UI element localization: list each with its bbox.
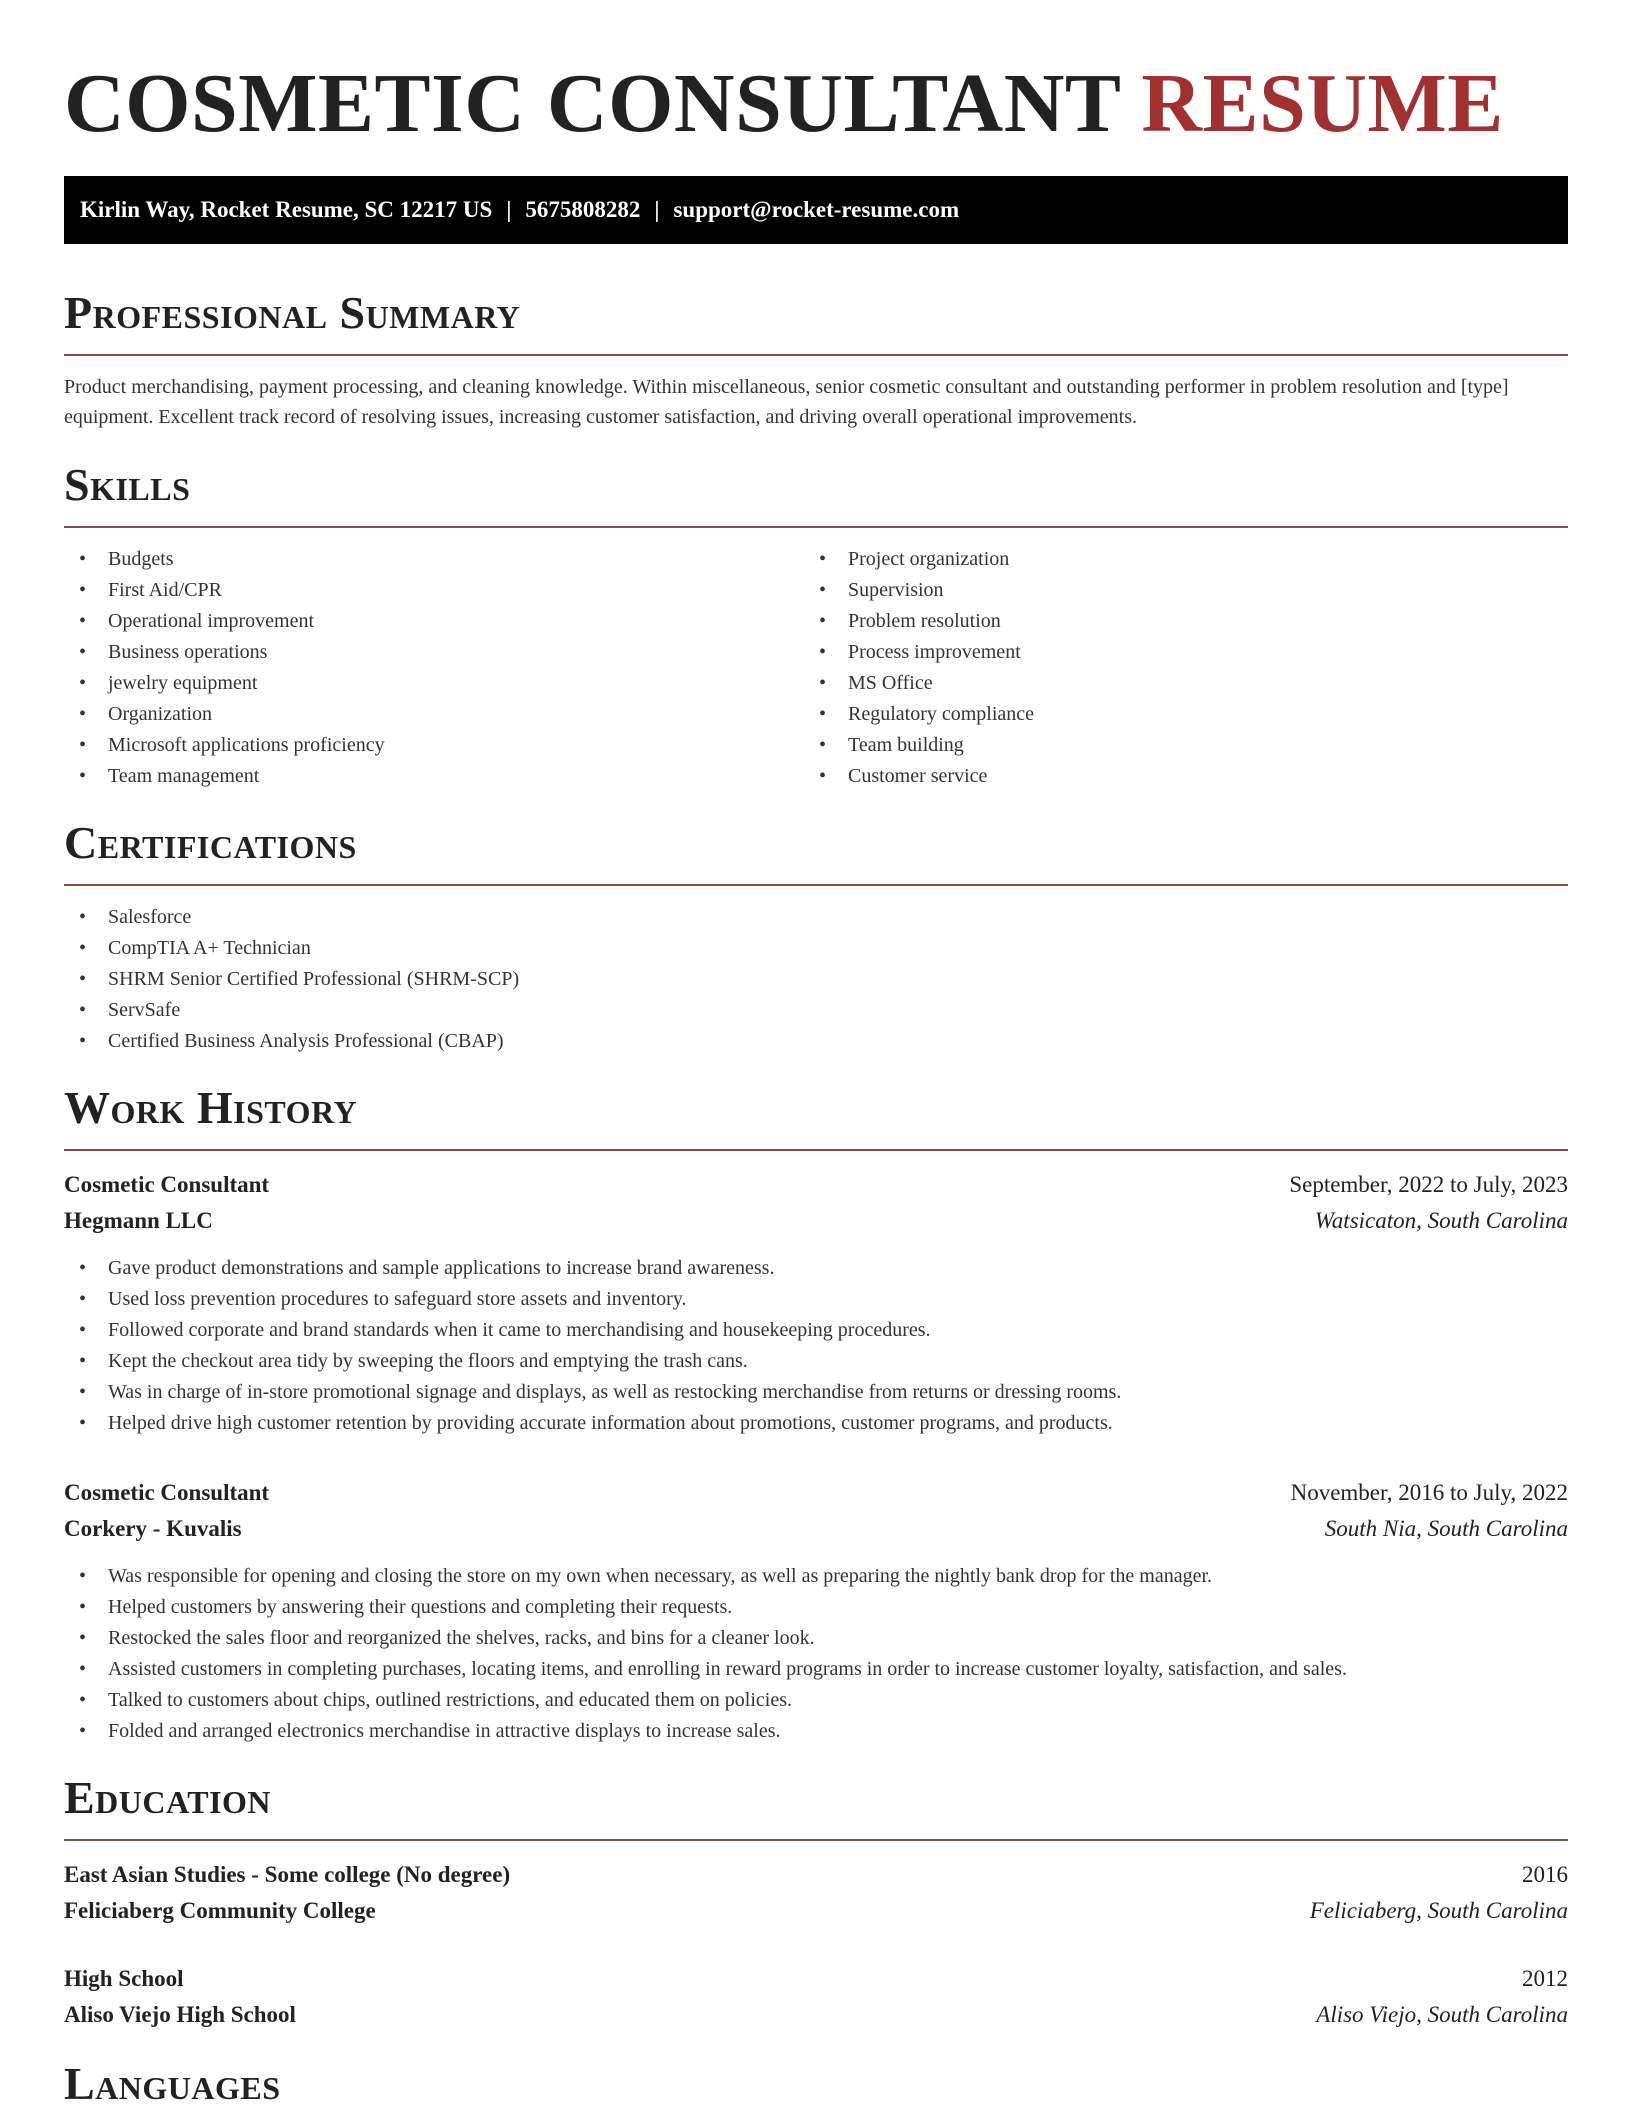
- languages-heading: Languages: [64, 2058, 281, 2109]
- job-duty: • Was responsible for opening and closing the store on my own when necessary, as well as preparing the nightly bank drop for the manager.: [64, 1561, 1568, 1592]
- skill-item: • Operational improvement: [64, 606, 804, 637]
- section-divider: [64, 354, 1568, 356]
- job-entry: [64, 1167, 1568, 1439]
- skill-item: • MS Office: [804, 668, 1544, 699]
- education-year: 2016: [1522, 1862, 1568, 1887]
- job-title: Cosmetic Consultant: [64, 1480, 270, 1505]
- job-duties-list: [64, 1561, 1568, 1747]
- summary-section: [64, 288, 1568, 432]
- summary-heading: Professional Summary: [64, 287, 521, 338]
- education-degree: East Asian Studies - Some college (No degree): [64, 1862, 511, 1887]
- skill-item: • Project organization: [804, 544, 1544, 575]
- skills-columns: [64, 544, 1568, 792]
- job-entry: [64, 1475, 1568, 1747]
- skill-item: • jewelry equipment: [64, 668, 804, 699]
- education-heading: Education: [64, 1772, 272, 1823]
- skill-item: • Customer service: [804, 761, 1544, 792]
- certification-item: • SHRM Senior Certified Professional (SHRM-SCP): [64, 964, 1568, 995]
- title-main: COSMETIC CONSULTANT: [64, 57, 1120, 150]
- education-year: 2012: [1522, 1966, 1568, 1991]
- job-duty: • Folded and arranged electronics merchandise in attractive displays to increase sales.: [64, 1716, 1568, 1747]
- education-entry: [64, 1961, 1568, 2033]
- section-divider: [64, 884, 1568, 886]
- job-company-row: [64, 1511, 1568, 1547]
- job-company: Hegmann LLC: [64, 1208, 213, 1233]
- contact-bar: [64, 176, 1568, 244]
- education-school: Aliso Viejo High School: [64, 2002, 296, 2027]
- job-duty: • Helped customers by answering their questions and completing their requests.: [64, 1592, 1568, 1623]
- contact-phone[interactable]: 5675808282: [525, 197, 641, 222]
- contact-address: Kirlin Way, Rocket Resume, SC 12217 US: [80, 197, 493, 222]
- certification-item: • CompTIA A+ Technician: [64, 933, 1568, 964]
- skill-item: • Microsoft applications proficiency: [64, 730, 804, 761]
- job-title-row: [64, 1167, 1568, 1203]
- education-location: Feliciaberg, South Carolina: [1309, 1898, 1568, 1923]
- certification-item: • Certified Business Analysis Professional (CBAP): [64, 1026, 1568, 1057]
- section-divider: [64, 526, 1568, 528]
- job-duty: • Helped drive high customer retention by providing accurate information about promotions, customer programs, and products.: [64, 1408, 1568, 1439]
- job-duty: • Kept the checkout area tidy by sweeping the floors and emptying the trash cans.: [64, 1346, 1568, 1377]
- skill-item: • Budgets: [64, 544, 804, 575]
- skill-item: • Team building: [804, 730, 1544, 761]
- job-duty: • Talked to customers about chips, outlined restrictions, and educated them on policies.: [64, 1685, 1568, 1716]
- job-dates: September, 2022 to July, 2023: [1289, 1172, 1568, 1197]
- certifications-heading: Certifications: [64, 817, 357, 868]
- skills-section: [64, 460, 1568, 792]
- job-duty: • Was in charge of in-store promotional signage and displays, as well as restocking merchandise from returns or dressing rooms.: [64, 1377, 1568, 1408]
- skill-item: • Team management: [64, 761, 804, 792]
- education-degree: High School: [64, 1966, 184, 1991]
- job-duty: • Assisted customers in completing purchases, locating items, and enrolling in reward programs in order to increase customer loyalty, satisfaction, and sales.: [64, 1654, 1568, 1685]
- job-title-row: [64, 1475, 1568, 1511]
- skills-list-left: [64, 544, 804, 792]
- certifications-section: [64, 818, 1568, 1057]
- job-company: Corkery - Kuvalis: [64, 1516, 242, 1541]
- education-school-row: [64, 1893, 1568, 1929]
- skill-item: • Supervision: [804, 575, 1544, 606]
- work-history-heading: Work History: [64, 1082, 358, 1133]
- education-entry: [64, 1857, 1568, 1929]
- job-location: Watsicaton, South Carolina: [1314, 1208, 1568, 1233]
- job-dates: November, 2016 to July, 2022: [1290, 1480, 1568, 1505]
- job-duty: • Restocked the sales floor and reorganized the shelves, racks, and bins for a cleaner look.: [64, 1623, 1568, 1654]
- education-degree-row: [64, 1857, 1568, 1893]
- title-accent: RESUME: [1141, 57, 1504, 150]
- work-history-section: [64, 1083, 1568, 1747]
- skill-item: • Problem resolution: [804, 606, 1544, 637]
- job-duty: • Gave product demonstrations and sample applications to increase brand awareness.: [64, 1253, 1568, 1284]
- languages-section: [64, 2059, 1568, 2109]
- certifications-list: [64, 902, 1568, 1057]
- education-section: [64, 1773, 1568, 2033]
- job-title: Cosmetic Consultant: [64, 1172, 270, 1197]
- skill-item: • Business operations: [64, 637, 804, 668]
- contact-separator: |: [654, 197, 660, 222]
- skill-item: • Organization: [64, 699, 804, 730]
- skill-item: • First Aid/CPR: [64, 575, 804, 606]
- certification-item: • ServSafe: [64, 995, 1568, 1026]
- job-duties-list: [64, 1253, 1568, 1439]
- summary-text: Product merchandising, payment processing, and cleaning knowledge. Within miscellaneous, senior cosmetic consultant and outstanding performer in problem resolution and [type] equipment. Excellent track record of resolving issues, increasing customer satisfaction, and driving overall operational improvements.: [64, 376, 1509, 428]
- job-location: South Nia, South Carolina: [1324, 1516, 1568, 1541]
- job-duty: • Followed corporate and brand standards when it came to merchandising and housekeeping procedures.: [64, 1315, 1568, 1346]
- job-duty: • Used loss prevention procedures to safeguard store assets and inventory.: [64, 1284, 1568, 1315]
- contact-email[interactable]: support@rocket-resume.com: [673, 197, 960, 222]
- skills-list-right: [804, 544, 1544, 792]
- education-school: Feliciaberg Community College: [64, 1898, 376, 1923]
- education-location: Aliso Viejo, South Carolina: [1316, 2002, 1568, 2027]
- section-divider: [64, 1149, 1568, 1151]
- skill-item: • Regulatory compliance: [804, 699, 1544, 730]
- section-divider: [64, 1839, 1568, 1841]
- education-degree-row: [64, 1961, 1568, 1997]
- education-school-row: [64, 1997, 1568, 2033]
- skills-heading: Skills: [64, 459, 191, 510]
- contact-separator: |: [506, 197, 512, 222]
- certification-item: • Salesforce: [64, 902, 1568, 933]
- resume-title: [64, 56, 1568, 152]
- job-company-row: [64, 1203, 1568, 1239]
- skill-item: • Process improvement: [804, 637, 1544, 668]
